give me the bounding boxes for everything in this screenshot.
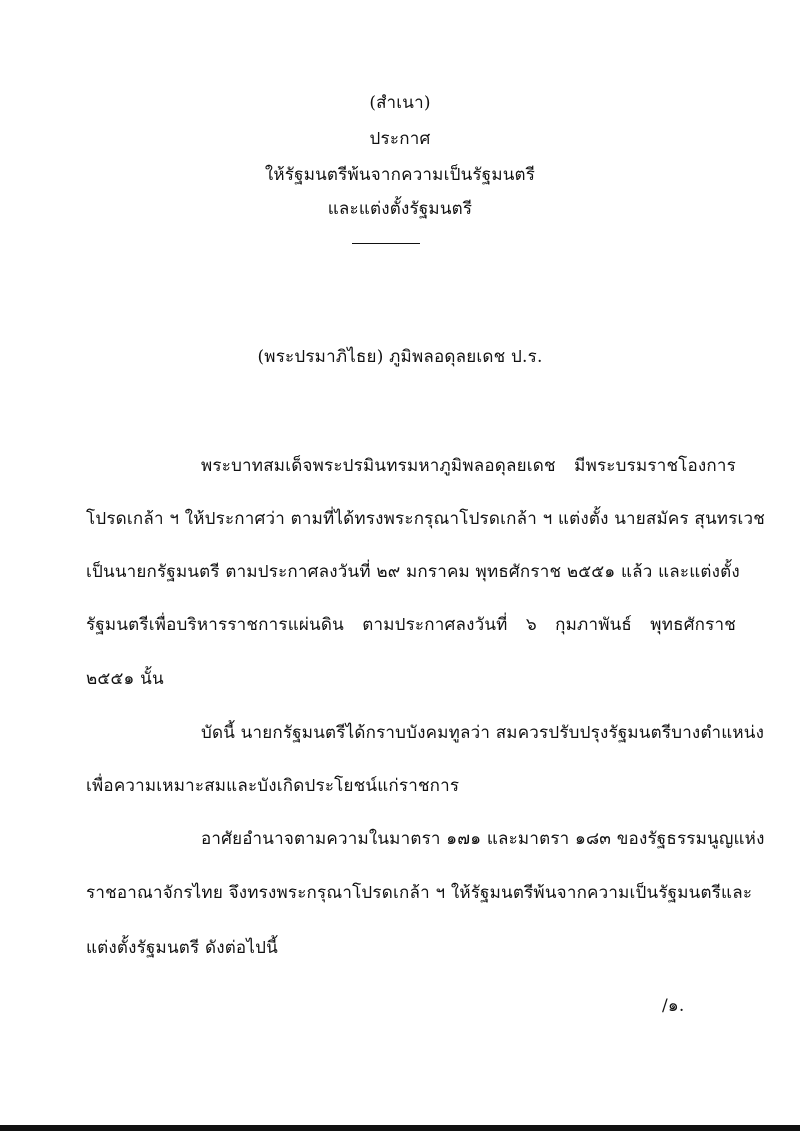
royal-signature-line: (พระปรมาภิไธย) ภูมิพลอดุลยเดช ป.ร.	[257, 347, 543, 367]
paragraph-3-line-2: ราชอาณาจักรไทย จึงทรงพระกรุณาโปรดเกล้า ฯ ให้รัฐมนตรีพ้นจากความเป็นรัฐมนตรีและ	[86, 883, 753, 903]
title-divider	[352, 243, 420, 244]
copy-mark: (สำเนา)	[369, 93, 431, 113]
paragraph-2-line-2: เพื่อความเหมาะสมและบังเกิดประโยชน์แก่ราชการ	[86, 776, 460, 796]
scan-bottom-edge	[0, 1125, 800, 1131]
paragraph-1-line-2: โปรดเกล้า ฯ ให้ประกาศว่า ตามที่ได้ทรงพระกรุณาโปรดเกล้า ฯ แต่งตั้ง นายสมัคร สุนทรเวช	[86, 509, 766, 529]
paragraph-1-line-1: พระบาทสมเด็จพระปรมินทรมหาภูมิพลอดุลยเดช มีพระบรมราชโองการ	[201, 456, 736, 476]
title-line-1: ให้รัฐมนตรีพ้นจากความเป็นรัฐมนตรี	[264, 165, 536, 185]
paragraph-1-line-4: รัฐมนตรีเพื่อบริหารราชการแผ่นดิน ตามประกาศลงวันที่ ๖ กุมภาพันธ์ พุทธศักราช	[86, 615, 736, 635]
paragraph-3-line-3: แต่งตั้งรัฐมนตรี ดังต่อไปนี้	[86, 938, 278, 958]
paragraph-1-line-3: เป็นนายกรัฐมนตรี ตามประกาศลงวันที่ ๒๙ มกราคม พุทธศักราช ๒๕๕๑ แล้ว และแต่งตั้ง	[86, 562, 740, 582]
paragraph-3-line-1: อาศัยอำนาจตามความในมาตรา ๑๗๑ และมาตรา ๑๘๓ ของรัฐธรรมนูญแห่ง	[201, 829, 765, 849]
title-line-2: และแต่งตั้งรัฐมนตรี	[327, 199, 473, 219]
page-continuation-marker: /๑.	[662, 996, 685, 1016]
paragraph-1-line-5: ๒๕๕๑ นั้น	[86, 669, 164, 689]
document-type: ประกาศ	[369, 129, 431, 149]
paragraph-2-line-1: บัดนี้ นายกรัฐมนตรีได้กราบบังคมทูลว่า สมควรปรับปรุงรัฐมนตรีบางตำแหน่ง	[201, 723, 765, 743]
